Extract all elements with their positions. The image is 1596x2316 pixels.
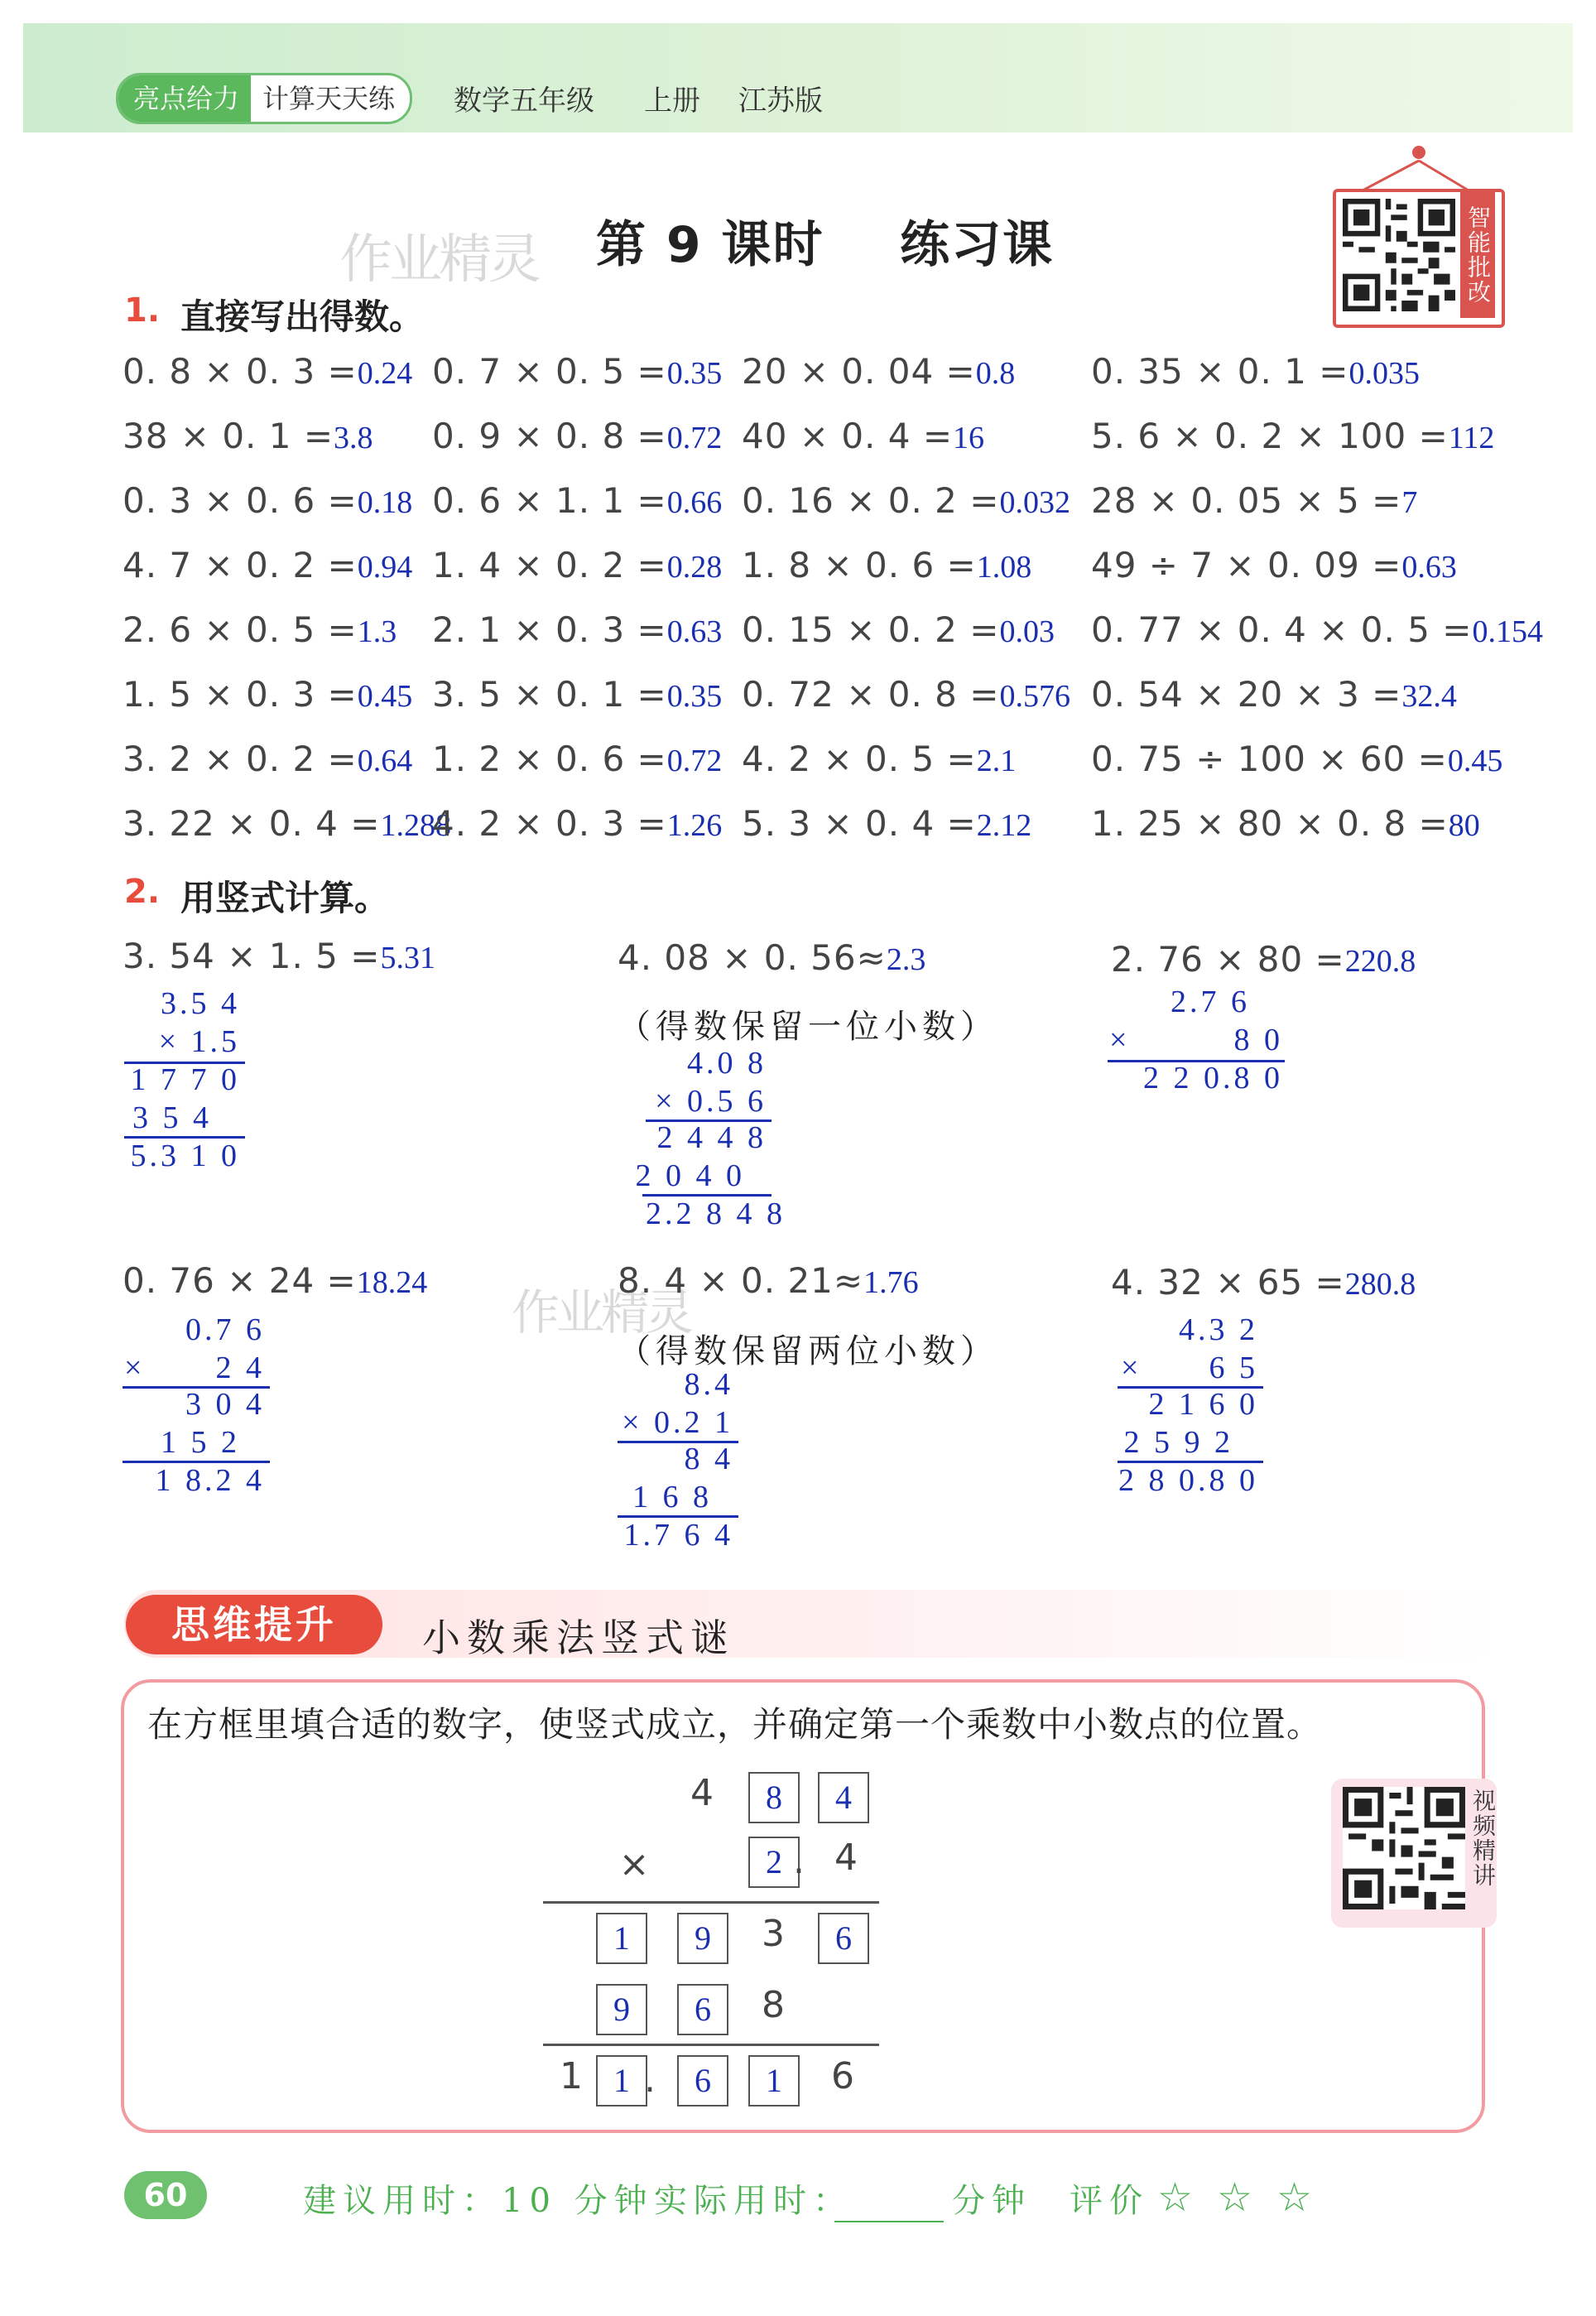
problem-expression: 3. 54 × 1. 5 = <box>123 936 381 976</box>
vertical-line: × 0.2 1 <box>622 1405 733 1440</box>
problem-answer: 1.76 <box>863 1265 919 1300</box>
math-item <box>742 803 1031 844</box>
vertical-line: 5.3 1 0 <box>130 1139 240 1173</box>
math-answer: 1.288 <box>380 808 451 843</box>
math-answer: 80 <box>1448 808 1480 843</box>
puzzle-digit: 4 <box>834 1837 858 1879</box>
problem-expression: 4. 08 × 0. 56≈ <box>618 937 887 978</box>
puzzle-digit: 1 <box>560 2055 583 2097</box>
problem-answer: 280.8 <box>1344 1267 1416 1302</box>
section-2-number: 2. <box>124 873 161 911</box>
math-item <box>123 351 412 392</box>
problem-expression: 8. 4 × 0. 21≈ <box>618 1260 864 1301</box>
math-answer: 0.45 <box>1447 744 1503 778</box>
vertical-line: × 1.5 <box>158 1024 240 1059</box>
math-answer: 2.1 <box>976 744 1017 778</box>
math-expression: 2. 6 × 0. 5 = <box>123 609 358 650</box>
page-number: 60 <box>124 2171 207 2219</box>
puzzle-box-answer[interactable]: 8 <box>748 1772 800 1823</box>
math-expression: 3. 2 × 0. 2 = <box>123 739 358 779</box>
thinking-subtitle: 小数乘法竖式谜 <box>422 1615 735 1660</box>
vertical-line: 1 6 8 <box>632 1480 712 1514</box>
problem-expression: 2. 76 × 80 = <box>1111 939 1345 980</box>
math-expression: 1. 5 × 0. 3 = <box>123 674 358 715</box>
math-item <box>432 803 722 844</box>
math-answer: 16 <box>953 421 985 455</box>
math-expression: 0. 15 × 0. 2 = <box>742 609 1000 650</box>
math-answer: 0.35 <box>666 356 723 391</box>
math-expression: 0. 3 × 0. 6 = <box>123 480 358 521</box>
problem-answer: 2.3 <box>886 942 926 977</box>
math-item <box>742 480 1070 521</box>
vertical-line: 3.5 4 <box>161 986 240 1021</box>
math-item <box>123 803 451 844</box>
math-item <box>742 609 1055 650</box>
math-item <box>123 674 412 715</box>
math-answer: 7 <box>1401 485 1418 520</box>
math-item <box>742 351 1015 392</box>
vertical-line: 0.7 6 <box>185 1312 265 1347</box>
vertical-line: × 0.5 6 <box>655 1084 767 1119</box>
math-answer: 0.45 <box>357 679 413 714</box>
header-edition: 江苏版 <box>738 84 823 118</box>
math-item <box>1091 609 1543 650</box>
math-expression: 0. 77 × 0. 4 × 0. 5 = <box>1091 609 1473 650</box>
vertical-line: 2 2 0.8 0 <box>1143 1061 1283 1095</box>
brand-left: 亮点给力 <box>118 75 251 122</box>
qr-side-label: 智能批改 <box>1460 192 1495 318</box>
vertical-problem <box>123 1260 427 1301</box>
header-volume: 上册 <box>644 84 700 118</box>
math-item <box>432 351 722 392</box>
math-item <box>123 480 412 521</box>
header-subject: 数学五年级 <box>454 84 594 118</box>
vertical-line: 2 4 <box>215 1351 265 1385</box>
puzzle-digit: 8 <box>762 1984 785 2026</box>
vertical-line: × <box>1109 1023 1131 1057</box>
math-item <box>1091 674 1457 715</box>
math-answer: 0.72 <box>666 744 723 778</box>
math-expression: 20 × 0. 04 = <box>742 351 976 392</box>
vertical-line: 2 5 9 2 <box>1123 1425 1233 1460</box>
puzzle-box-answer[interactable]: 4 <box>818 1772 869 1823</box>
math-answer: 0.032 <box>999 485 1070 520</box>
math-expression: 0. 8 × 0. 3 = <box>123 351 358 392</box>
section-1-title: 直接写出得数。 <box>180 296 425 337</box>
problem-answer: 18.24 <box>356 1265 428 1300</box>
math-answer: 0.28 <box>666 550 723 585</box>
puzzle-box-answer[interactable]: 2 <box>748 1837 800 1888</box>
puzzle-box-answer[interactable]: 1 <box>596 2055 647 2107</box>
puzzle-box <box>121 1679 1485 2133</box>
math-answer: 3.8 <box>334 421 373 455</box>
math-answer: 0.63 <box>666 614 723 649</box>
math-item <box>1091 803 1480 844</box>
watermark: 作业精灵 <box>339 229 538 291</box>
vertical-problem <box>123 936 435 976</box>
math-item <box>742 674 1070 715</box>
math-item <box>742 416 984 456</box>
math-expression: 0. 6 × 1. 1 = <box>432 480 667 521</box>
math-item <box>1091 739 1502 779</box>
math-answer: 0.94 <box>357 550 413 585</box>
vertical-line: 3 5 4 <box>132 1100 212 1135</box>
math-item <box>1091 480 1417 521</box>
math-expression: 38 × 0. 1 = <box>123 416 334 456</box>
vertical-problem <box>618 1260 919 1301</box>
rounding-note: （得数保留一位小数） <box>618 1008 998 1046</box>
math-answer: 0.035 <box>1348 356 1420 391</box>
math-expression: 0. 75 ÷ 100 × 60 = <box>1091 739 1448 779</box>
math-expression: 0. 72 × 0. 8 = <box>742 674 1000 715</box>
vertical-line: 2 8 0.8 0 <box>1118 1463 1258 1498</box>
math-item <box>432 545 722 585</box>
section-1-number: 1. <box>124 291 161 330</box>
math-item <box>432 480 722 521</box>
math-expression: 1. 8 × 0. 6 = <box>742 545 977 585</box>
vertical-line: 2.7 6 <box>1171 985 1250 1019</box>
vertical-problem <box>1111 939 1416 980</box>
math-expression: 49 ÷ 7 × 0. 09 = <box>1091 545 1402 585</box>
vertical-line: 8.4 <box>684 1367 733 1402</box>
star-icon[interactable]: ☆ <box>1217 2174 1253 2221</box>
math-expression: 5. 3 × 0. 4 = <box>742 803 977 844</box>
rating-label: 评价 <box>1070 2182 1149 2220</box>
star-icon[interactable]: ☆ <box>1157 2174 1194 2221</box>
math-answer: 0.576 <box>999 679 1070 714</box>
vertical-line: 4.3 2 <box>1179 1312 1258 1347</box>
math-answer: 2.12 <box>976 808 1032 843</box>
math-answer: 1.3 <box>357 614 397 649</box>
math-answer: 0.63 <box>1401 550 1457 585</box>
math-item <box>1091 351 1420 392</box>
math-expression: 0. 54 × 20 × 3 = <box>1091 674 1402 715</box>
thinking-label: 思维提升 <box>126 1595 382 1654</box>
brand-right: 计算天天练 <box>262 83 396 114</box>
math-expression: 0. 16 × 0. 2 = <box>742 480 1000 521</box>
math-item <box>1091 416 1494 456</box>
math-item <box>742 739 1016 779</box>
rule-line <box>543 2044 879 2046</box>
problem-expression: 4. 32 × 65 = <box>1111 1262 1345 1302</box>
vertical-line: × <box>1121 1351 1142 1385</box>
video-label: 视频精讲 <box>1469 1789 1497 1888</box>
math-expression: 0. 35 × 0. 1 = <box>1091 351 1349 392</box>
time-unit: 分钟 <box>952 2182 1031 2220</box>
vertical-line: 1 5 2 <box>161 1425 240 1460</box>
math-answer: 0.03 <box>999 614 1055 649</box>
qr-code-icon[interactable] <box>1343 199 1455 311</box>
brand-badge <box>116 73 412 124</box>
puzzle-box-answer[interactable]: 9 <box>596 1984 647 2035</box>
vertical-line: 3 0 4 <box>185 1387 265 1422</box>
vertical-line: 1 7 7 0 <box>130 1062 240 1097</box>
puzzle-instruction: 在方框里填合适的数字，使竖式成立，并确定第一个乘数中小数点的位置。 <box>147 1704 1323 1745</box>
math-expression: 1. 25 × 80 × 0. 8 = <box>1091 803 1449 844</box>
vertical-problem <box>1111 1262 1416 1302</box>
watermark: 作业精灵 <box>512 1284 691 1341</box>
math-expression: 4. 2 × 0. 3 = <box>432 803 667 844</box>
math-expression: 28 × 0. 05 × 5 = <box>1091 480 1402 521</box>
puzzle-box-answer[interactable]: 9 <box>677 1913 728 1964</box>
times-sign: × <box>618 1843 650 1885</box>
math-item <box>432 739 722 779</box>
puzzle-digit: 6 <box>831 2055 854 2097</box>
star-icon[interactable]: ☆ <box>1276 2174 1313 2221</box>
problem-answer: 5.31 <box>380 941 435 975</box>
vertical-line: 2 4 4 8 <box>656 1120 767 1155</box>
rounding-note: （得数保留两位小数） <box>618 1332 998 1370</box>
vertical-line: 2 1 6 0 <box>1148 1387 1258 1422</box>
math-answer: 0.18 <box>357 485 413 520</box>
math-item <box>123 609 397 650</box>
math-item <box>432 674 722 715</box>
math-expression: 0. 7 × 0. 5 = <box>432 351 667 392</box>
lesson-title: 第 9 课时 练习课 <box>596 216 1055 274</box>
vertical-line: 8 0 <box>1233 1023 1283 1057</box>
vertical-problem <box>618 937 925 978</box>
math-answer: 0.66 <box>666 485 723 520</box>
math-expression: 3. 5 × 0. 1 = <box>432 674 667 715</box>
problem-expression: 0. 76 × 24 = <box>123 1260 357 1301</box>
puzzle-box-answer[interactable]: 1 <box>596 1913 647 1964</box>
vertical-line: 4.0 8 <box>687 1046 767 1081</box>
actual-time-label: 实际用时： <box>654 2182 853 2220</box>
math-answer: 0.72 <box>666 421 723 455</box>
problem-answer: 220.8 <box>1344 944 1416 979</box>
qr-code-icon[interactable] <box>1343 1787 1465 1909</box>
puzzle-box-answer[interactable]: 6 <box>818 1913 869 1964</box>
math-expression: 3. 22 × 0. 4 = <box>123 803 381 844</box>
decimal-point: . <box>793 1840 805 1882</box>
math-expression: 5. 6 × 0. 2 × 100 = <box>1091 416 1449 456</box>
suggested-time: 建议用时：10 分钟 <box>303 2182 654 2220</box>
vertical-line: 2 0 4 0 <box>635 1158 745 1193</box>
puzzle-digit: 4 <box>690 1772 714 1814</box>
section-2-title: 用竖式计算。 <box>180 878 390 918</box>
math-answer: 0.8 <box>975 356 1016 391</box>
math-item <box>123 739 412 779</box>
math-answer: 0.64 <box>357 744 413 778</box>
math-answer: 0.35 <box>666 679 723 714</box>
math-expression: 1. 4 × 0. 2 = <box>432 545 667 585</box>
math-item <box>432 416 722 456</box>
math-expression: 1. 2 × 0. 6 = <box>432 739 667 779</box>
math-expression: 4. 2 × 0. 5 = <box>742 739 977 779</box>
math-answer: 1.26 <box>666 808 723 843</box>
vertical-line: × <box>124 1351 146 1385</box>
math-item <box>742 545 1031 585</box>
puzzle-box-answer[interactable]: 6 <box>677 1984 728 2035</box>
math-answer: 0.24 <box>357 356 413 391</box>
puzzle-digit: 3 <box>762 1913 785 1955</box>
vertical-line: 1 8.2 4 <box>155 1463 265 1498</box>
math-item <box>1091 545 1457 585</box>
math-expression: 4. 7 × 0. 2 = <box>123 545 358 585</box>
vertical-line: 8 4 <box>684 1442 733 1476</box>
math-expression: 0. 9 × 0. 8 = <box>432 416 667 456</box>
math-expression: 40 × 0. 4 = <box>742 416 954 456</box>
rule-line <box>543 1901 879 1904</box>
decimal-point: . <box>644 2058 656 2101</box>
vertical-line: 6 5 <box>1209 1351 1258 1385</box>
math-expression: 2. 1 × 0. 3 = <box>432 609 667 650</box>
puzzle-box-answer[interactable]: 1 <box>748 2055 800 2107</box>
actual-time-blank[interactable] <box>834 2221 944 2222</box>
math-answer: 1.08 <box>976 550 1032 585</box>
math-item <box>123 416 373 456</box>
math-item <box>432 609 722 650</box>
vertical-line: 2.2 8 4 8 <box>646 1197 786 1231</box>
math-answer: 32.4 <box>1401 679 1457 714</box>
math-answer: 112 <box>1448 421 1495 455</box>
vertical-line: 1.7 6 4 <box>623 1518 733 1553</box>
math-item <box>123 545 412 585</box>
puzzle-box-answer[interactable]: 6 <box>677 2055 728 2107</box>
math-answer: 0.154 <box>1472 614 1543 649</box>
